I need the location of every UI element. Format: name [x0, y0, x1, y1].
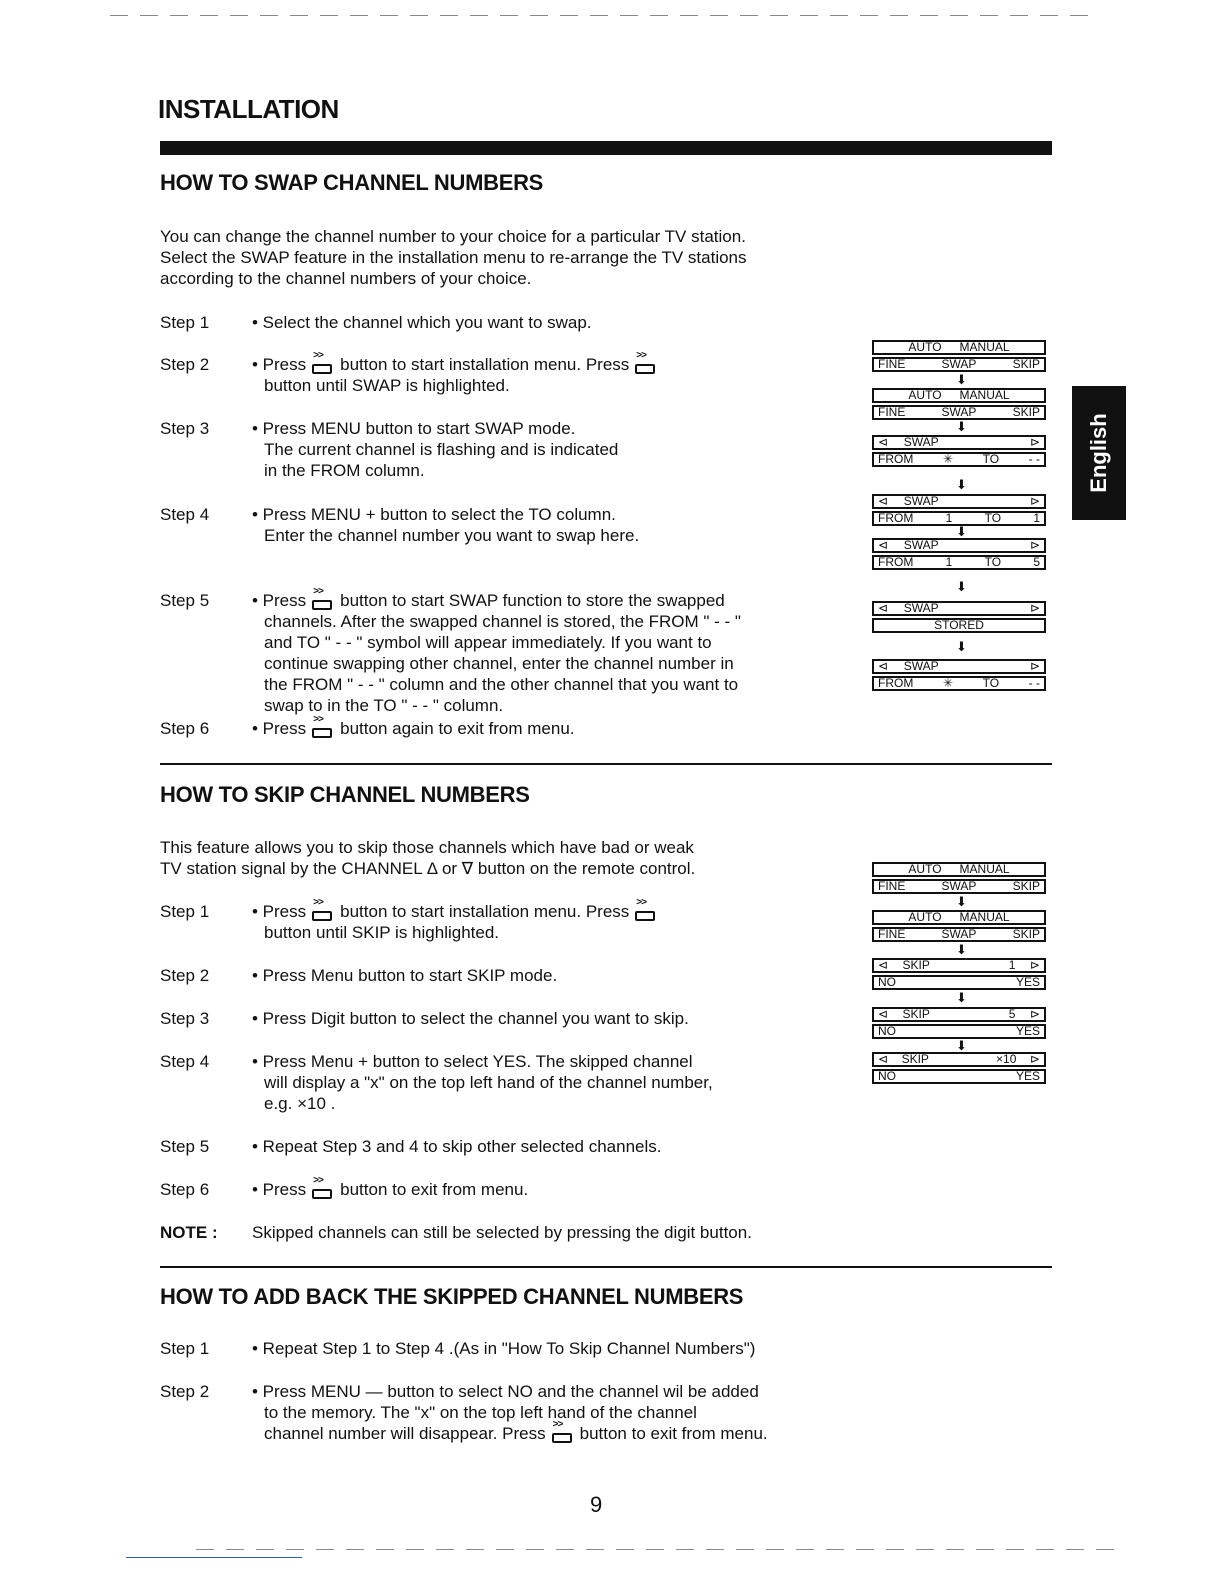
arrow-down-icon: ⬇	[956, 894, 967, 909]
osd-text: 1	[945, 555, 953, 569]
addback-section-title: HOW TO ADD BACK THE SKIPPED CHANNEL NUMBERS	[160, 1284, 744, 1309]
left-arrow-icon: ⊲	[878, 494, 889, 508]
osd-fine-swap-skip	[872, 879, 1046, 894]
flash-icon: ✳	[942, 452, 953, 466]
osd-text: SWAP	[903, 601, 939, 615]
step-line: • Repeat Step 3 and 4 to skip other selected channels.	[252, 1137, 662, 1156]
osd-text: NO	[878, 975, 896, 989]
osd-fine-swap-skip	[872, 405, 1046, 420]
osd-from-to	[872, 452, 1046, 467]
language-tab	[1072, 386, 1126, 520]
osd-text: 1	[945, 511, 953, 525]
skip-intro-line: or	[441, 859, 458, 878]
osd-text: TO	[984, 555, 1002, 569]
swap-intro	[160, 226, 747, 289]
step-line: will display a "x" on the top left hand of the channel number,	[264, 1073, 713, 1092]
osd-no-yes	[872, 1024, 1046, 1039]
step-body	[252, 586, 741, 716]
left-arrow-icon: ⊲	[878, 1007, 889, 1021]
osd-text: - -	[1028, 676, 1040, 690]
osd-text: SWAP	[941, 879, 977, 893]
step-line: • Press Menu button to start SKIP mode.	[252, 966, 558, 985]
osd-auto-manual	[872, 862, 1046, 877]
osd-text: FINE	[878, 879, 906, 893]
osd-fine-swap-skip	[872, 357, 1046, 372]
step-line: channels. After the swapped channel is stored, the FROM " - - "	[264, 612, 741, 631]
menu-remote-button-icon: >>	[310, 718, 336, 739]
step-line: • Press	[252, 902, 307, 921]
left-arrow-icon: ⊲	[878, 1052, 889, 1066]
step-body	[252, 1381, 768, 1444]
step-body	[252, 1051, 713, 1114]
osd-text: ×10	[996, 1052, 1017, 1066]
osd-fine-swap-skip	[872, 927, 1046, 942]
osd-text: MANUAL	[959, 862, 1010, 876]
step-line: button to exit from menu.	[340, 1180, 529, 1199]
arrow-down-icon: ⬇	[956, 524, 967, 539]
osd-text: FINE	[878, 927, 906, 941]
osd-auto-manual	[872, 388, 1046, 403]
osd-text: MANUAL	[959, 910, 1010, 924]
step-label: Step 2	[160, 966, 210, 985]
osd-text: AUTO	[908, 910, 942, 924]
flash-icon: ✳	[942, 676, 953, 690]
skip-intro-line: This feature allows you to skip those channels which have bad or weak	[160, 838, 694, 857]
bottom-edge-line	[126, 1557, 302, 1558]
arrow-down-icon: ⬇	[956, 579, 967, 594]
osd-text: 5	[1033, 555, 1040, 569]
osd-skip-row	[872, 958, 1046, 973]
skip-section-title: HOW TO SKIP CHANNEL NUMBERS	[160, 782, 530, 807]
osd-text: FROM	[878, 555, 914, 569]
step-line: continue swapping other channel, enter the channel number in	[264, 654, 734, 673]
step-line: • Press Menu + button to select YES. The skipped channel	[252, 1052, 693, 1071]
osd-no-yes	[872, 975, 1046, 990]
osd-skip-row	[872, 1052, 1046, 1067]
osd-swap-row	[872, 435, 1046, 450]
step-label: Step 5	[160, 1137, 210, 1156]
osd-text: TO	[982, 676, 1000, 690]
step-line: • Select the channel which you want to swap.	[252, 313, 592, 332]
osd-text: FROM	[878, 511, 914, 525]
channel-down-icon: ∇	[461, 859, 474, 878]
step-body	[252, 312, 592, 333]
step-label: Step 5	[160, 591, 210, 610]
step-line: button until SKIP is highlighted.	[264, 923, 500, 942]
step-label: Step 3	[160, 419, 210, 438]
osd-text: YES	[1015, 1024, 1040, 1038]
step-line: e.g. ×10 .	[264, 1094, 336, 1113]
step-label: Step 3	[160, 1009, 210, 1028]
step-line: Enter the channel number you want to swap here.	[264, 526, 640, 545]
osd-text: 1	[1008, 958, 1016, 972]
step-label: Step 1	[160, 902, 210, 921]
scan-artifact-top	[110, 15, 1100, 16]
step-label: Step 2	[160, 1382, 210, 1401]
osd-text: SKIP	[1012, 405, 1040, 419]
step-body	[252, 1338, 755, 1359]
osd-text: FINE	[878, 405, 906, 419]
arrow-down-icon: ⬇	[956, 419, 967, 434]
step-line: and TO " - - " symbol will appear immediately. If you want to	[264, 633, 712, 652]
osd-auto-manual	[872, 340, 1046, 355]
osd-swap-row	[872, 601, 1046, 616]
step-body	[252, 897, 663, 943]
step-line: the FROM " - - " column and the other channel that you want to	[264, 675, 739, 694]
osd-text: SWAP	[941, 405, 977, 419]
skip-intro-line: TV station signal by the CHANNEL	[160, 859, 423, 878]
osd-text: AUTO	[908, 388, 942, 402]
osd-text: 1	[1033, 511, 1040, 525]
osd-text: STORED	[934, 618, 984, 632]
swap-intro-line: Select the SWAP feature in the installation menu to re-arrange the TV stations	[160, 248, 747, 267]
menu-remote-button-icon: >>	[633, 354, 659, 375]
step-body	[252, 965, 557, 986]
step-line: • Press MENU — button to select NO and the channel wil be added	[252, 1382, 759, 1401]
osd-text: YES	[1015, 1069, 1040, 1083]
arrow-down-icon: ⬇	[956, 639, 967, 654]
osd-swap-row	[872, 494, 1046, 509]
osd-text: SKIP	[1012, 927, 1040, 941]
right-arrow-icon: ⊳	[1029, 1007, 1040, 1021]
menu-remote-button-icon: >>	[310, 354, 336, 375]
note-label: NOTE :	[160, 1223, 218, 1242]
step-body	[252, 1136, 662, 1157]
osd-from-to	[872, 555, 1046, 570]
section-divider	[160, 1266, 1052, 1268]
step-line: button to start installation menu. Press	[340, 902, 630, 921]
osd-text: SKIP	[1012, 879, 1040, 893]
page-title: INSTALLATION	[158, 94, 339, 124]
note-body	[252, 1222, 752, 1243]
step-line: button to start SWAP function to store the swapped	[340, 591, 725, 610]
step-line: to the memory. The "x" on the top left hand of the channel	[264, 1403, 697, 1422]
step-line: button until SWAP is highlighted.	[264, 376, 510, 395]
osd-swap-row	[872, 659, 1046, 674]
step-line: • Press MENU button to start SWAP mode.	[252, 419, 576, 438]
menu-remote-button-icon: >>	[310, 1179, 336, 1200]
osd-text: 5	[1008, 1007, 1016, 1021]
step-label: Step 6	[160, 719, 210, 738]
osd-text: TO	[982, 452, 1000, 466]
scan-artifact-bottom	[196, 1549, 1116, 1550]
osd-stored	[872, 618, 1046, 633]
step-line: • Press MENU + button to select the TO column.	[252, 505, 616, 524]
osd-text: YES	[1015, 975, 1040, 989]
step-label: Step 6	[160, 1180, 210, 1199]
osd-text: NO	[878, 1024, 896, 1038]
step-line: in the FROM column.	[264, 461, 425, 480]
osd-text: NO	[878, 1069, 896, 1083]
osd-text: SKIP	[902, 1007, 930, 1021]
skip-intro-line: button on the remote control.	[477, 859, 696, 878]
step-line: • Press	[252, 355, 307, 374]
step-line: • Press	[252, 591, 307, 610]
step-line: button to exit from menu.	[579, 1424, 768, 1443]
title-bar	[160, 141, 1052, 155]
osd-text: SWAP	[903, 538, 939, 552]
language-tab-label: English	[1086, 413, 1111, 493]
swap-intro-line: according to the channel numbers of your choice.	[160, 269, 532, 288]
left-arrow-icon: ⊲	[878, 601, 889, 615]
left-arrow-icon: ⊲	[878, 659, 889, 673]
osd-text: SWAP	[903, 659, 939, 673]
osd-swap-row	[872, 538, 1046, 553]
right-arrow-icon: ⊳	[1029, 958, 1040, 972]
right-arrow-icon: ⊳	[1029, 1052, 1040, 1066]
osd-text: MANUAL	[959, 388, 1010, 402]
channel-up-icon: Δ	[426, 859, 438, 878]
arrow-down-icon: ⬇	[956, 990, 967, 1005]
osd-text: FROM	[878, 452, 914, 466]
right-arrow-icon: ⊳	[1029, 494, 1040, 508]
step-line: channel number will disappear. Press	[264, 1424, 546, 1443]
osd-no-yes	[872, 1069, 1046, 1084]
right-arrow-icon: ⊳	[1029, 538, 1040, 552]
step-label: Step 4	[160, 1052, 210, 1071]
osd-text: FROM	[878, 676, 914, 690]
arrow-down-icon: ⬇	[956, 1038, 967, 1053]
step-label: Step 1	[160, 1339, 210, 1358]
left-arrow-icon: ⊲	[878, 538, 889, 552]
osd-from-to	[872, 676, 1046, 691]
step-label: Step 1	[160, 313, 210, 332]
osd-text: MANUAL	[959, 340, 1010, 354]
section-divider	[160, 763, 1052, 765]
menu-remote-button-icon: >>	[633, 901, 659, 922]
osd-text: SKIP	[901, 1052, 929, 1066]
osd-text: AUTO	[908, 340, 942, 354]
swap-section-title: HOW TO SWAP CHANNEL NUMBERS	[160, 170, 544, 195]
arrow-down-icon: ⬇	[956, 372, 967, 387]
right-arrow-icon: ⊳	[1029, 435, 1040, 449]
step-line: • Press	[252, 719, 307, 738]
osd-auto-manual	[872, 910, 1046, 925]
osd-text: SKIP	[1012, 357, 1040, 371]
osd-text: SWAP	[903, 435, 939, 449]
osd-text: FINE	[878, 357, 906, 371]
page-number: 9	[590, 1492, 603, 1517]
step-line: • Press Digit button to select the channel you want to skip.	[252, 1009, 689, 1028]
menu-remote-button-icon: >>	[310, 590, 336, 611]
swap-intro-line: You can change the channel number to your choice for a particular TV station.	[160, 227, 746, 246]
osd-text: SWAP	[903, 494, 939, 508]
step-body	[252, 1175, 529, 1200]
step-line: • Press	[252, 1180, 307, 1199]
osd-text: SWAP	[941, 927, 977, 941]
osd-text: TO	[984, 511, 1002, 525]
step-line: • Repeat Step 1 to Step 4 .(As in "How To Skip Channel Numbers")	[252, 1339, 756, 1358]
step-line: swap to in the TO " - - " column.	[264, 696, 504, 715]
right-arrow-icon: ⊳	[1029, 659, 1040, 673]
menu-remote-button-icon: >>	[550, 1423, 576, 1444]
step-line: button again to exit from menu.	[340, 719, 575, 738]
osd-text: SWAP	[941, 357, 977, 371]
menu-remote-button-icon: >>	[310, 901, 336, 922]
note-text: Skipped channels can still be selected by pressing the digit button.	[252, 1223, 752, 1242]
osd-text: AUTO	[908, 862, 942, 876]
left-arrow-icon: ⊲	[878, 435, 889, 449]
step-line: The current channel is flashing and is indicated	[264, 440, 619, 459]
osd-text: - -	[1028, 452, 1040, 466]
step-body	[252, 1008, 689, 1029]
osd-text: SKIP	[902, 958, 930, 972]
left-arrow-icon: ⊲	[878, 958, 889, 972]
step-label: Step 4	[160, 505, 210, 524]
step-body	[252, 504, 639, 546]
step-body	[252, 350, 663, 396]
right-arrow-icon: ⊳	[1029, 601, 1040, 615]
osd-skip-row	[872, 1007, 1046, 1022]
step-body	[252, 714, 575, 739]
step-label: Step 2	[160, 355, 210, 374]
step-line: button to start installation menu. Press	[340, 355, 630, 374]
arrow-down-icon: ⬇	[956, 477, 967, 492]
arrow-down-icon: ⬇	[956, 942, 967, 957]
skip-intro	[160, 837, 695, 879]
step-body	[252, 418, 618, 481]
